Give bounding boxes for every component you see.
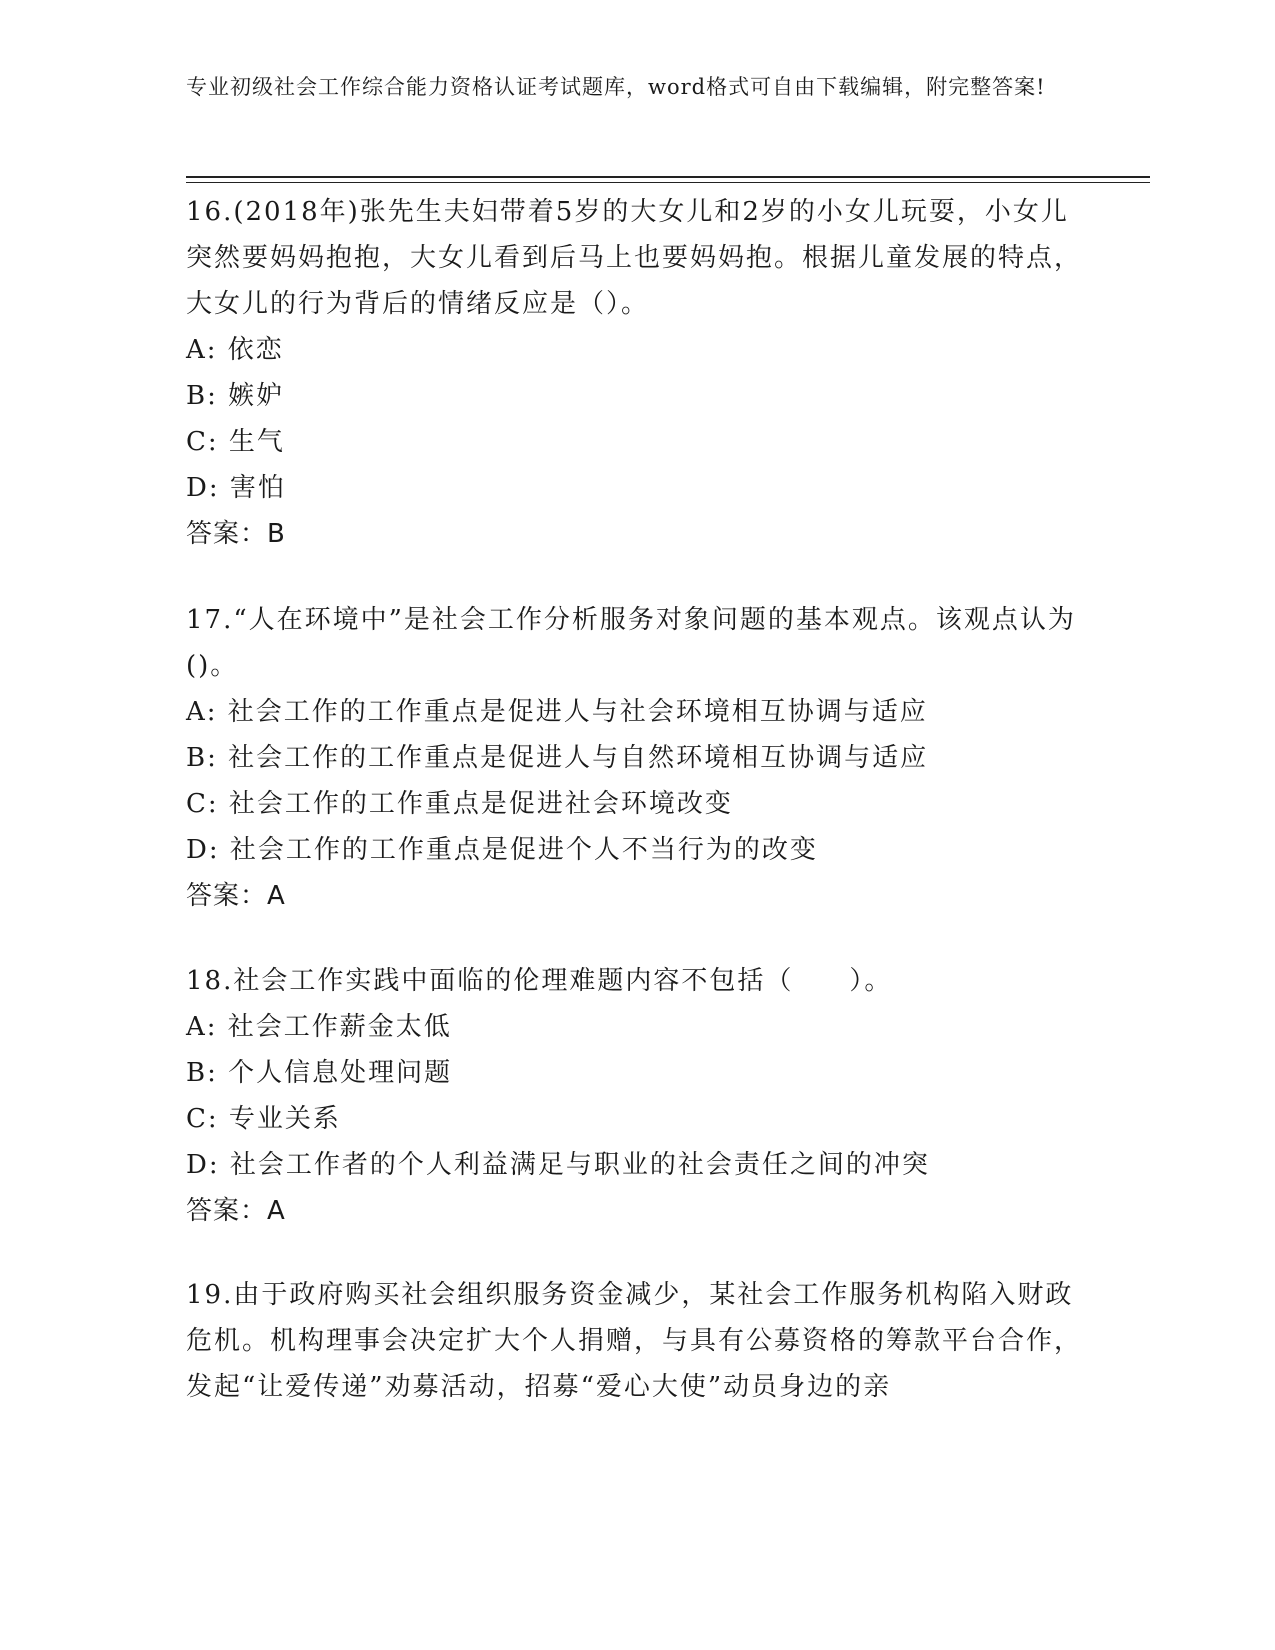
question-stem: 19.由于政府购买社会组织服务资金减少，某社会工作服务机构陷入财政危机。机构理事会决定扩大个人捐赠，与具有公募资格的筹款平台合作，发起“让爱传递”劝募活动，招募“爱心大使”动员身边的亲 <box>186 1280 1083 1402</box>
option-a: A: 社会工作的工作重点是促进人与社会环境相互协调与适应 <box>186 697 928 727</box>
answer: 答案：A <box>186 1196 286 1226</box>
answer: 答案：B <box>186 519 286 549</box>
answer: 答案：A <box>186 881 286 911</box>
header-rule-top <box>186 176 1150 178</box>
question-stem: 16.(2018年)张先生夫妇带着5岁的大女儿和2岁的小女儿玩耍，小女儿突然要妈妈抱抱，大女儿看到后马上也要妈妈抱。根据儿童发展的特点，大女儿的行为背后的情绪反应是（）。 <box>186 197 1083 319</box>
option-b: B: 个人信息处理问题 <box>186 1058 453 1088</box>
option-b: B: 嫉妒 <box>186 381 285 411</box>
option-a: A: 依恋 <box>186 335 284 365</box>
document-header: 专业初级社会工作综合能力资格认证考试题库，word格式可自由下载编辑，附完整答案! <box>186 75 1046 99</box>
option-d: D: 社会工作者的个人利益满足与职业的社会责任之间的冲突 <box>186 1150 930 1180</box>
option-c: C: 专业关系 <box>186 1104 341 1134</box>
question-18 <box>186 958 1086 1234</box>
option-c: C: 社会工作的工作重点是促进社会环境改变 <box>186 789 733 819</box>
option-b: B: 社会工作的工作重点是促进人与自然环境相互协调与适应 <box>186 743 929 773</box>
question-19 <box>186 1272 1086 1410</box>
question-16 <box>186 189 1086 557</box>
option-a: A: 社会工作薪金太低 <box>186 1012 452 1042</box>
question-stem: 18.社会工作实践中面临的伦理难题内容不包括（ ）。 <box>186 966 893 996</box>
header-rule-bottom <box>186 182 1150 183</box>
option-d: D: 害怕 <box>186 473 286 503</box>
question-17 <box>186 597 1086 919</box>
option-d: D: 社会工作的工作重点是促进个人不当行为的改变 <box>186 835 818 865</box>
option-c: C: 生气 <box>186 427 285 457</box>
question-stem: 17.“人在环境中”是社会工作分析服务对象问题的基本观点。该观点认为()。 <box>186 605 1076 681</box>
